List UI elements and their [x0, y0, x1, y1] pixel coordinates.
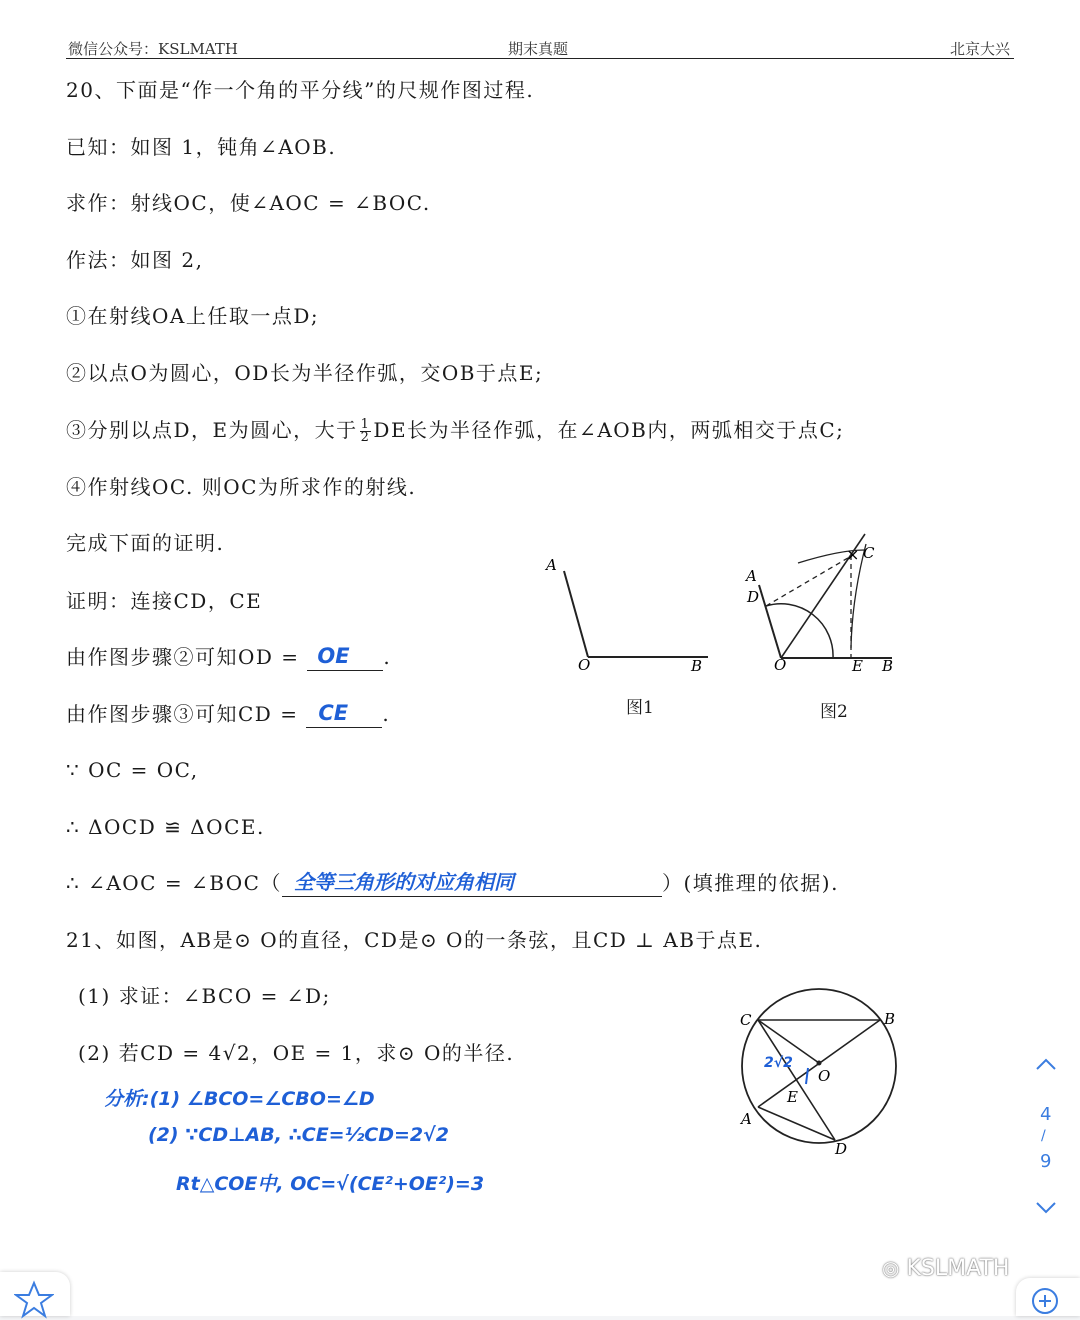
favorite-button[interactable] — [0, 1272, 70, 1316]
circle-label-e: E — [787, 1088, 798, 1106]
chevron-up-icon — [1034, 1056, 1058, 1072]
fig1-ray-oa — [564, 571, 588, 657]
wechat-icon: ◎ — [882, 1256, 900, 1280]
q20-proof-e: ∴ ∠AOC = ∠BOC（ 全等三角形的对应角相同 ）(填推理的依据). — [66, 870, 839, 895]
q21-title: 21、如图，AB是⊙ O的直径，CD是⊙ O的一条弦，且CD ⊥ AB于点E. — [66, 928, 763, 952]
q21-part1: (1) 求证：∠BCO = ∠D; — [78, 984, 331, 1008]
handwritten-analysis-2: (2) ∵CD⊥AB, ∴CE=½CD=2√2 — [148, 1124, 450, 1146]
handwritten-mark — [806, 1068, 808, 1084]
circle-label-o: O — [818, 1067, 831, 1085]
fig1-caption: 图1 — [626, 698, 654, 718]
fig2-caption: 图2 — [820, 702, 848, 722]
header-center: 期末真题 — [508, 40, 569, 58]
handwritten-answer-a: OE — [317, 644, 350, 668]
figure-2 — [740, 528, 910, 688]
next-page-button[interactable] — [1034, 1200, 1058, 1220]
answer-blank-b — [306, 703, 382, 728]
current-page-number: 4 — [1040, 1104, 1052, 1125]
chevron-down-icon — [1034, 1200, 1058, 1216]
handwritten-length-annotation: 2√2 — [764, 1055, 793, 1071]
fig1-label-a: A — [546, 556, 557, 574]
fig2-ray-oa — [759, 585, 781, 658]
header-rule — [66, 58, 1014, 59]
q20-step2: ②以点O为圆心，OD长为半径作弧，交OB于点E; — [66, 361, 544, 385]
q21-part2: (2) 若CD = 4√2，OE = 1，求⊙ O的半径. — [78, 1041, 515, 1065]
fig2-segment-cd — [766, 555, 853, 606]
page-separator: / — [1041, 1128, 1046, 1144]
circle-label-b: B — [884, 1010, 896, 1028]
q20-step4: ④作射线OC. 则OC为所求作的射线. — [66, 475, 417, 499]
fig2-label-d: D — [747, 588, 760, 606]
q20-proof-b: 由作图步骤③可知CD = CE . — [66, 701, 391, 726]
zoom-in-button[interactable] — [1016, 1278, 1080, 1316]
total-pages-number: 9 — [1040, 1151, 1052, 1172]
watermark: ◎ KSLMATH — [882, 1256, 1010, 1281]
q20-given: 已知：如图 1，钝角∠AOB. — [66, 135, 337, 159]
handwritten-analysis-3: Rt△COE中, OC=√(CE²+OE²)=3 — [176, 1173, 485, 1195]
header-right: 北京大兴 — [950, 40, 1011, 58]
q20-required: 求作：射线OC，使∠AOC = ∠BOC. — [66, 191, 431, 215]
q20-proof-a: 由作图步骤②可知OD = OE . — [66, 644, 392, 669]
q20-proof-c: ∵ OC = OC, — [66, 758, 199, 782]
fig2-label-a: A — [746, 567, 757, 585]
q20-proof-d: ∴ ΔOCD ≌ ΔOCE. — [66, 815, 265, 839]
zoom-in-icon — [1030, 1286, 1062, 1318]
segment-ad — [758, 1107, 835, 1140]
q20-proof-intro: 证明：连接CD，CE — [66, 589, 263, 613]
q20-step3-b: DE长为半径作弧，在∠AOB内，两弧相交于点C; — [373, 418, 845, 442]
q20-step3 — [66, 416, 844, 444]
circle-figure — [730, 980, 910, 1160]
handwritten-analysis-1: 分析:(1) ∠BCO=∠CBO=∠D — [104, 1088, 375, 1110]
half-fraction: $\frac{1}{2}$ — [360, 417, 371, 445]
handwritten-answer-b: CE — [318, 701, 349, 725]
fig2-intersection-mark: × — [846, 545, 860, 564]
figure-1 — [530, 545, 730, 695]
answer-blank-e — [282, 872, 662, 897]
prev-page-button[interactable] — [1034, 1056, 1058, 1076]
fig1-label-b: B — [691, 657, 703, 675]
fig2-label-o: O — [774, 656, 787, 674]
q20-step3-a: ③分别以点D，E为圆心，大于 — [66, 418, 358, 442]
fig2-label-e: E — [852, 657, 863, 675]
circle-label-d: D — [835, 1140, 848, 1158]
answer-blank-a — [307, 646, 383, 671]
circle-label-c: C — [740, 1011, 752, 1029]
fig2-label-b: B — [882, 657, 894, 675]
circle-label-a: A — [741, 1110, 752, 1128]
handwritten-answer-e: 全等三角形的对应角相同 — [293, 870, 514, 894]
fig2-label-c: C — [863, 544, 875, 562]
center-point — [817, 1061, 822, 1066]
fig1-label-o: O — [578, 656, 591, 674]
q20-method: 作法：如图 2, — [66, 248, 204, 272]
header-left: 微信公众号：KSLMATH — [68, 40, 238, 58]
q20-step1: ①在射线OA上任取一点D; — [66, 304, 320, 328]
star-icon — [14, 1280, 54, 1320]
q20-title: 20、下面是“作一个角的平分线”的尺规作图过程. — [66, 78, 535, 102]
q20-complete: 完成下面的证明. — [66, 531, 225, 555]
